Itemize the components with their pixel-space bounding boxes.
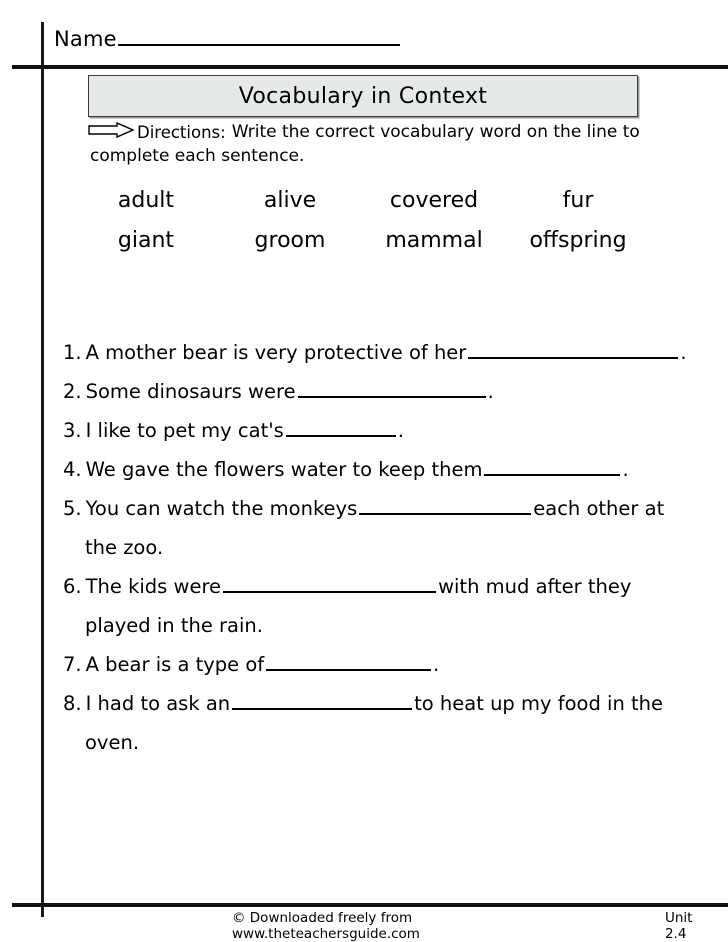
answer-blank[interactable] (468, 343, 678, 359)
question-number: 5. (63, 497, 82, 520)
question-number: 6. (63, 575, 82, 598)
word-bank-word: covered (389, 188, 479, 213)
question-text-continued: played in the rain. (85, 614, 263, 637)
name-row (54, 27, 400, 51)
answer-blank[interactable] (223, 577, 436, 593)
answer-blank[interactable] (286, 421, 396, 437)
footer-unit: Unit 2.4 (664, 910, 693, 942)
answer-blank[interactable] (266, 655, 431, 671)
word-bank-word: giant (117, 228, 175, 253)
question-text-before-blank: I had to ask an (85, 692, 231, 715)
footer-divider-rule (12, 903, 728, 907)
directions-label: Directions: (137, 122, 226, 142)
question-item (63, 450, 703, 489)
word-bank-row (74, 188, 650, 213)
question-text-before-blank: You can watch the monkeys (85, 497, 358, 520)
left-margin-rule (41, 22, 44, 917)
header-divider-rule (12, 65, 728, 69)
question-list (63, 333, 703, 762)
question-text-continued: the zoo. (85, 536, 164, 559)
question-item (63, 645, 703, 684)
question-number: 1. (63, 341, 82, 364)
word-bank-row (74, 228, 650, 253)
question-text-after-blank: . (622, 458, 629, 481)
question-number: 4. (63, 458, 82, 481)
word-bank-word: groom (254, 228, 326, 253)
question-text-before-blank: The kids were (85, 575, 222, 598)
question-number: 7. (63, 653, 82, 676)
question-item (63, 567, 703, 645)
answer-blank[interactable] (484, 460, 620, 476)
directions-line-2: complete each sentence. (90, 146, 305, 166)
question-text-after-blank: to heat up my food in the (414, 692, 664, 715)
question-number: 3. (63, 419, 82, 442)
question-text-continued: oven. (85, 731, 140, 754)
word-bank-word: alive (263, 188, 317, 213)
question-text-after-blank: with mud after they (438, 575, 632, 598)
question-text-after-blank: . (433, 653, 440, 676)
question-text-before-blank: A mother bear is very protective of her (85, 341, 467, 364)
right-arrow-outline-icon (88, 122, 134, 142)
answer-blank[interactable] (359, 499, 531, 515)
answer-blank[interactable] (232, 694, 412, 710)
word-bank-word: offspring (529, 228, 627, 253)
question-number: 2. (63, 380, 82, 403)
question-item (63, 333, 703, 372)
directions-block (88, 122, 648, 166)
page-title: Vocabulary in Context (238, 83, 488, 109)
question-item (63, 411, 703, 450)
worksheet-title-box (88, 75, 638, 117)
word-bank-word: mammal (385, 228, 483, 253)
question-text-after-blank: . (680, 341, 687, 364)
question-text-after-blank: . (397, 419, 404, 442)
question-item (63, 372, 703, 411)
question-text-after-blank: . (487, 380, 494, 403)
word-bank (74, 188, 650, 253)
question-text-before-blank: We gave the flowers water to keep them (85, 458, 483, 481)
word-bank-word: fur (562, 188, 594, 213)
name-input-blank[interactable] (118, 29, 400, 46)
directions-line-1: Write the correct vocabulary word on the line to (231, 122, 640, 142)
question-item (63, 489, 703, 567)
question-text-before-blank: I like to pet my cat's (85, 419, 284, 442)
answer-blank[interactable] (298, 382, 486, 398)
word-bank-word: adult (117, 188, 175, 213)
page-footer (54, 910, 714, 942)
question-item (63, 684, 703, 762)
footer-credit: © Downloaded freely from www.theteachersguide.com (232, 910, 420, 942)
question-text-before-blank: A bear is a type of (85, 653, 265, 676)
name-label: Name (54, 27, 117, 51)
question-text-after-blank: each other at (533, 497, 665, 520)
question-number: 8. (63, 692, 82, 715)
question-text-before-blank: Some dinosaurs were (85, 380, 296, 403)
